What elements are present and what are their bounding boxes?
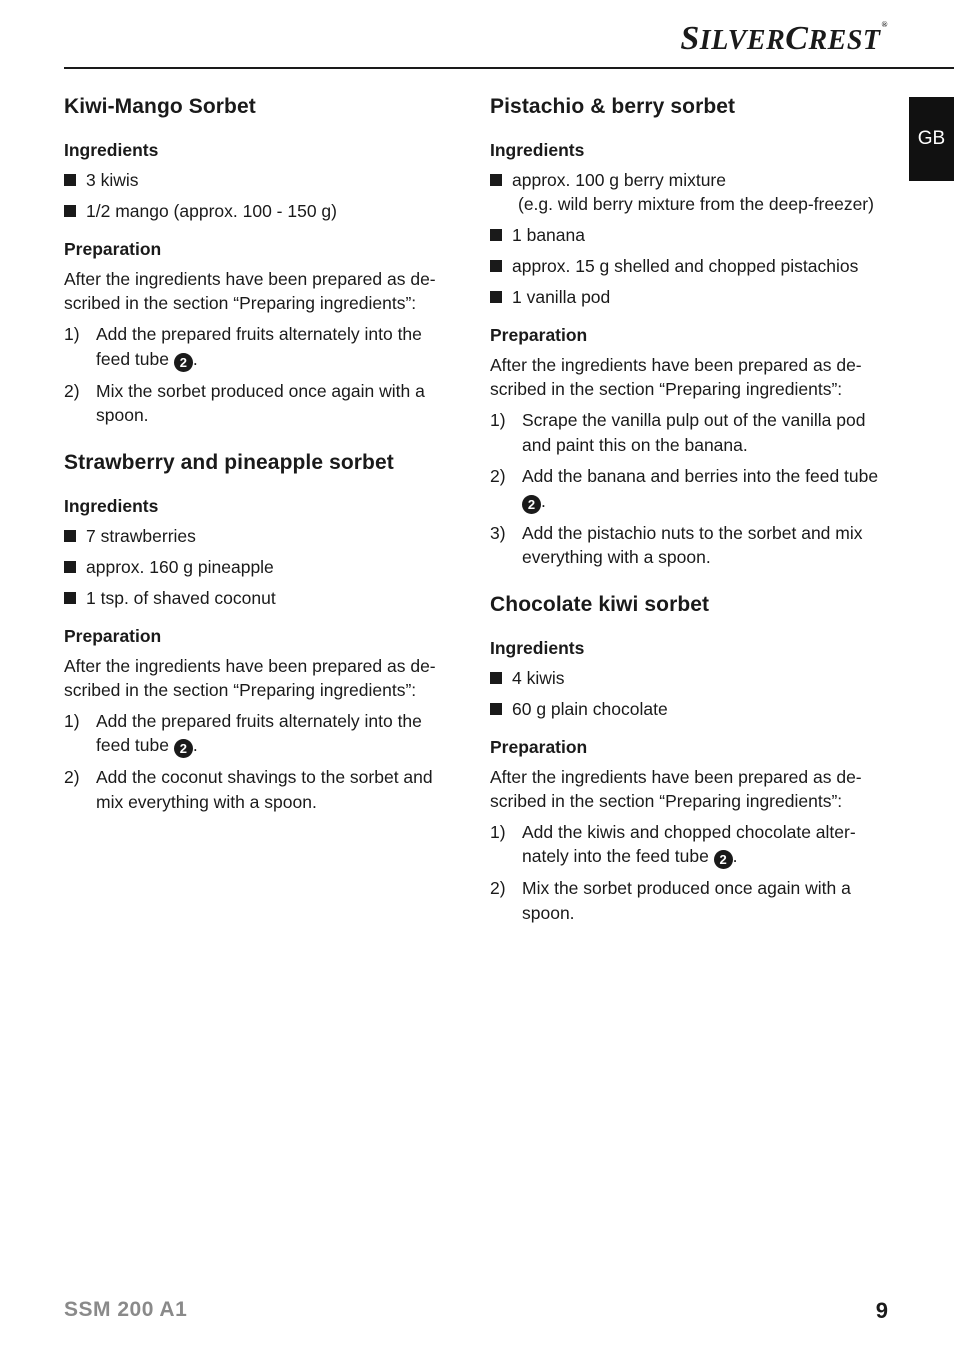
bullet-square-icon: [490, 174, 502, 186]
ingredients-heading: Ingredients: [64, 495, 159, 516]
step-item: 2) Mix the sorbet produced once again with a spoon.: [490, 878, 851, 923]
ingredients-list: [64, 524, 444, 610]
list-item: approx. 15 g shelled and chopped pistachios: [490, 254, 885, 278]
preparation-intro: After the ingredients have been prepared as de-scribed in the section “Preparing ingredients”:: [490, 766, 862, 811]
steps-list: [490, 820, 885, 926]
ingredients-list: [490, 666, 885, 721]
list-item: 1 tsp. of shaved coconut: [64, 586, 444, 610]
preparation-intro: After the ingredients have been prepared as de-scribed in the section “Preparing ingredients”:: [64, 269, 436, 313]
bullet-square-icon: [490, 703, 502, 715]
bullet-square-icon: [64, 530, 76, 542]
list-item: 1 vanilla pod: [490, 285, 885, 309]
bullet-square-icon: [490, 672, 502, 684]
section-title: Pistachio & berry sorbet: [490, 95, 736, 118]
list-item: approx. 160 g pineapple: [64, 555, 444, 579]
part-number-2-icon: 2: [714, 850, 733, 869]
bullet-square-icon: [64, 561, 76, 573]
page-number: 9: [875, 1298, 888, 1323]
list-item: 60 g plain chocolate: [490, 697, 885, 721]
preparation-heading: Preparation: [490, 736, 588, 757]
step-item: 1) Add the prepared fruits alternately into the feed tube 2 .: [64, 324, 422, 370]
language-tab: [909, 97, 954, 181]
step-item: 2) Mix the sorbet produced once again with a spoon.: [64, 380, 425, 425]
list-item: approx. 100 g berry mixture (e.g. wild berry mixture from the deep-freezer): [490, 168, 885, 216]
preparation-heading: Preparation: [64, 239, 162, 259]
steps-list: [64, 322, 444, 428]
right-column: [490, 92, 885, 945]
bullet-square-icon: [490, 229, 502, 241]
preparation-heading: Preparation: [64, 625, 162, 646]
ingredients-heading: Ingredients: [64, 140, 159, 160]
step-item: 2) Add the coconut shavings to the sorbet and mix everything with a spoon.: [64, 767, 433, 812]
footer-model: SSM 200 A1: [64, 1298, 188, 1321]
step-item: 1) Add the prepared fruits alternately into the feed tube 2 .: [64, 710, 422, 756]
list-item: 1 banana: [490, 223, 885, 247]
ingredients-list: [490, 168, 885, 309]
preparation-heading: Preparation: [490, 325, 588, 345]
bullet-square-icon: [64, 592, 76, 604]
chocolate-section: [490, 590, 885, 926]
bullet-square-icon: [64, 205, 76, 217]
header-rule: [64, 67, 954, 69]
bullet-square-icon: [490, 291, 502, 303]
step-item: 3) Add the pistachio nuts to the sorbet and mix everything with a spoon.: [490, 522, 863, 567]
strawberry-section: [64, 448, 444, 815]
ingredients-heading: Ingredients: [490, 140, 585, 160]
brand-logo: SILVERCREST®: [680, 20, 888, 57]
left-column: [64, 92, 444, 834]
preparation-intro: After the ingredients have been prepared as de-scribed in the section “Preparing ingredients”:: [490, 355, 862, 399]
step-item: 1) Add the kiwis and chopped chocolate alter-nately into the feed tube 2 .: [490, 821, 856, 867]
steps-list: [64, 709, 444, 815]
preparation-intro: After the ingredients have been prepared as de-scribed in the section “Preparing ingredients”:: [64, 655, 436, 700]
bullet-square-icon: [64, 174, 76, 186]
list-item: 3 kiwis: [64, 168, 444, 192]
list-item: 7 strawberries: [64, 524, 444, 548]
ingredients-heading: Ingredients: [490, 637, 585, 658]
pistachio-section: [490, 92, 885, 570]
part-number-2-icon: 2: [174, 739, 193, 758]
section-title: Chocolate kiwi sorbet: [490, 592, 710, 616]
part-number-2-icon: 2: [522, 495, 541, 514]
section-title: Strawberry and pineapple sorbet: [64, 450, 394, 474]
kiwi-mango-section: [64, 92, 444, 428]
bullet-square-icon: [490, 260, 502, 272]
ingredients-list: [64, 168, 444, 223]
step-item: 1) Scrape the vanilla pulp out of the vanilla pod and paint this on the banana.: [490, 410, 866, 455]
steps-list: [490, 408, 885, 570]
section-title: Kiwi-Mango Sorbet: [64, 95, 256, 118]
part-number-2-icon: 2: [174, 353, 193, 372]
step-item: 2) Add the banana and berries into the feed tube 2 .: [490, 466, 879, 512]
list-item: 4 kiwis: [490, 666, 885, 690]
language-tab-label: GB: [917, 128, 946, 149]
list-item: 1/2 mango (approx. 100 - 150 g): [64, 199, 444, 223]
